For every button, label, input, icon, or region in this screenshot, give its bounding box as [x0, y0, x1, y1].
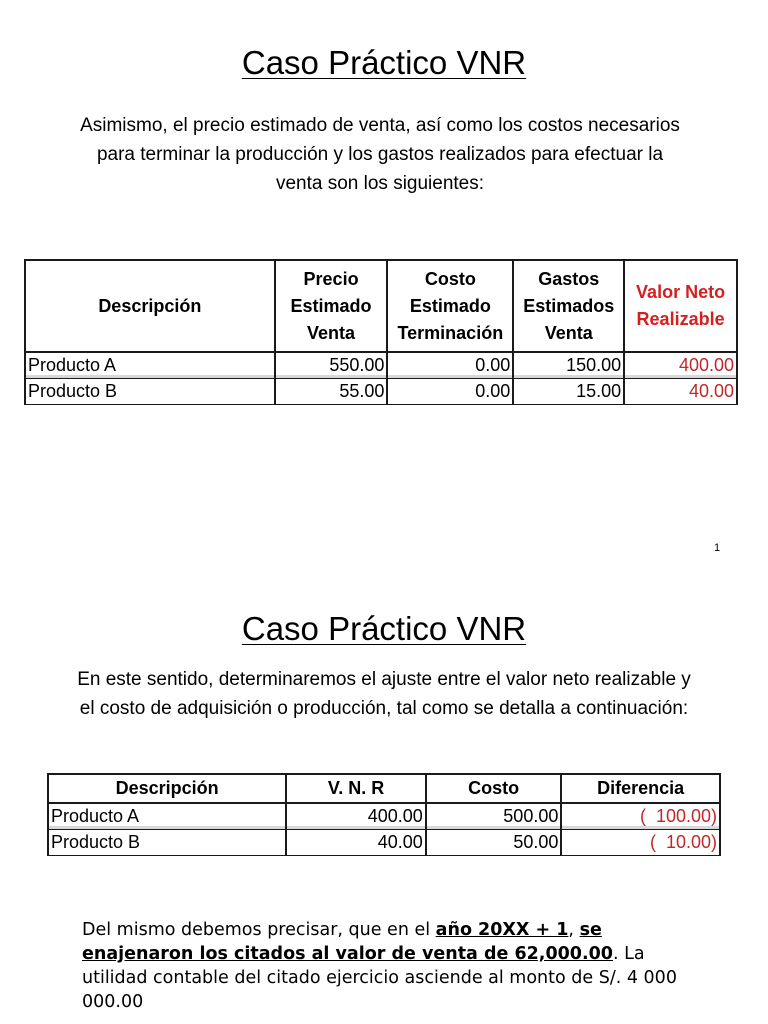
cell-gastos: 15.00: [513, 379, 624, 405]
header-gastos-estimados-venta: Gastos Estimados Venta: [513, 260, 624, 352]
slide1-paragraph: [20, 111, 740, 198]
cell-vnr: 400.00: [286, 803, 426, 830]
cell-descripcion: Producto B: [48, 830, 286, 856]
cell-costo: 500.00: [426, 803, 562, 830]
slide2-paragraph: [20, 665, 748, 723]
vnr-table: [24, 259, 738, 405]
paragraph-line: Asimismo, el precio estimado de venta, así como los costos necesarios: [80, 115, 680, 136]
cell-vnr: 40.00: [624, 379, 737, 405]
cell-descripcion: Producto A: [25, 352, 275, 379]
table-header-row: [25, 260, 737, 352]
header-descripcion: Descripción: [48, 774, 286, 803]
header-costo: Costo: [426, 774, 562, 803]
cell-precio: 55.00: [275, 379, 388, 405]
table-row: [25, 352, 737, 379]
table-row: [48, 830, 720, 856]
header-valor-neto-realizable: Valor Neto Realizable: [624, 260, 737, 352]
ajuste-table: [47, 773, 721, 856]
cell-diferencia: ( 100.00): [561, 803, 720, 830]
table-row: [48, 803, 720, 830]
paragraph-line: para terminar la producción y los gastos realizados para efectuar la: [96, 144, 664, 165]
page-number: 1: [714, 542, 721, 554]
note-emphasis-year: año 20XX + 1: [435, 920, 569, 940]
slide1-title: Caso Práctico VNR: [241, 44, 527, 81]
cell-gastos: 150.00: [513, 352, 624, 379]
cell-costo: 50.00: [426, 830, 562, 856]
cell-precio: 550.00: [275, 352, 388, 379]
cell-vnr: 40.00: [286, 830, 426, 856]
paragraph-line: el costo de adquisición o producción, tal como se detalla a continuación:: [79, 698, 689, 719]
header-diferencia: Diferencia: [561, 774, 720, 803]
table-header-row: [48, 774, 720, 803]
header-costo-estimado-terminacion: Costo Estimado Terminación: [387, 260, 513, 352]
header-descripcion: Descripción: [25, 260, 275, 352]
cell-descripcion: Producto A: [48, 803, 286, 830]
cell-costo-terminacion: 0.00: [387, 352, 513, 379]
note-paragraph: Del mismo debemos precisar, que en el año 20XX + 1, se enajenaron los citados al valor de venta de 62,000.00. La utilidad contable del citado ejercicio asciende al monto de S/. 4 000 000.00: [82, 920, 677, 1012]
note-emphasis-sale: se enajenaron los citados al valor de venta de 62,000.00: [82, 920, 613, 964]
slide2-title: Caso Práctico VNR: [241, 610, 527, 647]
header-precio-estimado-venta: Precio Estimado Venta: [275, 260, 388, 352]
cell-vnr: 400.00: [624, 352, 737, 379]
paragraph-line: En este sentido, determinaremos el ajuste entre el valor neto realizable y: [77, 669, 691, 690]
table-row: [25, 379, 737, 405]
header-vnr: V. N. R: [286, 774, 426, 803]
cell-costo-terminacion: 0.00: [387, 379, 513, 405]
cell-descripcion: Producto B: [25, 379, 275, 405]
paragraph-line: venta son los siguientes:: [275, 173, 485, 194]
cell-diferencia: ( 10.00): [561, 830, 720, 856]
